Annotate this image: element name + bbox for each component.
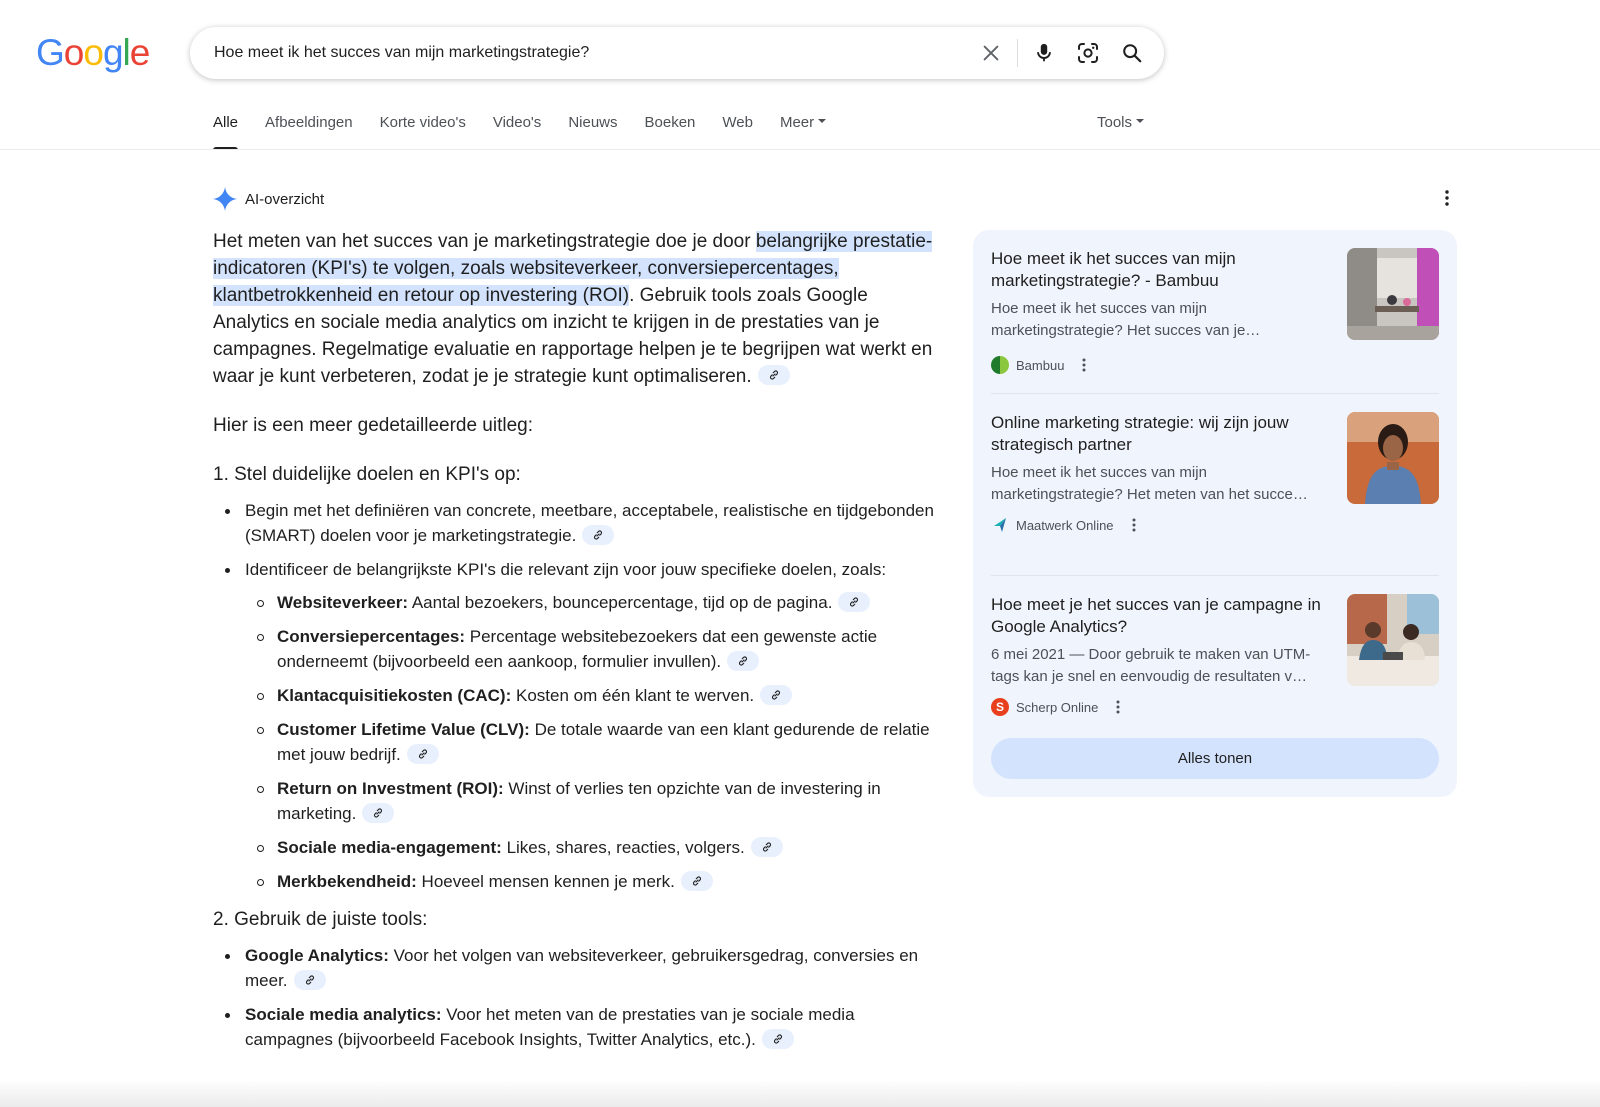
source-card[interactable] (991, 248, 1439, 394)
kpi-term: Merkbekendheid: (277, 872, 417, 891)
link-icon (761, 841, 773, 853)
kpi-term: Conversiepercentages: (277, 627, 466, 646)
bottom-shadow (0, 1080, 1600, 1107)
search-actions (969, 27, 1164, 79)
ai-detail-intro: Hier is een meer gedetailleerde uitleg: (213, 415, 534, 436)
source-more-button[interactable] (1076, 355, 1092, 375)
link-icon (417, 748, 429, 760)
kpi-desc: Percentage websitebezoekers dat een gewenste actie onderneemt (bijvoorbeeld een aankoop, formulier invullen). (277, 627, 878, 671)
search-icon (1121, 42, 1143, 64)
tool-desc: Voor het meten van de prestaties van je sociale media campagnes (bijvoorbeeld Facebook Insights, Twitter Analytics, etc.). (245, 1005, 855, 1049)
ai-overview-body (213, 228, 935, 1061)
kpi-item (245, 717, 935, 767)
tool-term: Google Analytics: (245, 946, 389, 965)
source-title[interactable]: Online marketing strategie: wij zijn jouw strategisch partner (991, 413, 1289, 454)
kpi-desc: Aantal bezoekers, bouncepercentage, tijd op de pagina. (411, 593, 833, 612)
source-more-button[interactable] (1110, 697, 1126, 717)
source-meta (991, 355, 1092, 375)
kpi-desc: Winst of verlies ten opzichte van de investering in marketing. (277, 779, 881, 823)
camera-lens-icon (1076, 41, 1100, 65)
tab-videos[interactable]: Video's (492, 114, 542, 131)
header-divider (0, 149, 1600, 150)
link-icon (592, 529, 604, 541)
more-vert-icon (1082, 358, 1086, 372)
source-thumbnail[interactable] (1347, 594, 1439, 686)
source-link-button[interactable] (758, 365, 790, 385)
source-thumbnail[interactable] (1347, 412, 1439, 504)
kpi-item (245, 590, 935, 615)
source-link-button[interactable] (294, 970, 326, 990)
kpi-item (245, 869, 935, 894)
link-icon (770, 689, 782, 701)
google-logo[interactable] (36, 34, 149, 72)
source-snippet: Hoe meet ik het succes van mijn marketingstrategie? Het meten van het succe… (991, 464, 1308, 503)
search-divider (1017, 39, 1018, 67)
tab-alle[interactable]: Alle (213, 110, 238, 150)
source-thumbnail[interactable] (1347, 248, 1439, 340)
tab-meer[interactable] (780, 110, 826, 150)
logo-letter-o2: o (83, 32, 103, 73)
bullet-text: Identificeer de belangrijkste KPI's die relevant zijn voor jouw specifieke doelen, zoals: (245, 560, 887, 579)
link-icon (691, 875, 703, 887)
source-snippet: Hoe meet ik het succes van mijn marketingstrategie? Het succes van je… (991, 300, 1261, 339)
caret-down-icon (1136, 119, 1144, 123)
source-more-button[interactable] (1126, 515, 1142, 535)
kpi-term: Websiteverkeer: (277, 593, 409, 612)
tools-label: Tools (1097, 114, 1133, 131)
tools-list (213, 943, 935, 1052)
tool-desc: Voor het volgen van websiteverkeer, gebruikersgedrag, conversies en meer. (245, 946, 919, 990)
bullet-text: Begin met het definiëren van concrete, meetbare, acceptabele, realistische en tijdgebonden (SMART) doelen voor je marketingstrategie. (245, 501, 934, 545)
source-meta (991, 515, 1142, 535)
list-item (213, 1002, 935, 1052)
ai-intro-highlight[interactable]: belangrijke prestatie-indicatoren (KPI's) te volgen, zoals websiteverkeer, conversiepercentages, klantbetrokkenheid en retour op investering (ROI) (213, 231, 933, 306)
logo-letter-l: l (122, 32, 130, 73)
list-item (213, 498, 935, 548)
voice-search-button[interactable] (1022, 31, 1066, 75)
source-link-button[interactable] (838, 592, 870, 612)
kpi-list (245, 590, 935, 894)
source-link-button[interactable] (582, 525, 614, 545)
link-icon (768, 369, 780, 381)
source-snippet: 6 mei 2021 — Door gebruik te maken van UTM-tags kan je snel en eenvoudig de resultaten v… (991, 646, 1311, 685)
kpi-desc: Likes, shares, reacties, volgers. (506, 838, 745, 857)
search-tabs (213, 110, 853, 150)
source-link-button[interactable] (760, 685, 792, 705)
source-site: Maatwerk Online (1016, 517, 1114, 533)
kpi-item (245, 624, 935, 674)
tab-meer-label: Meer (779, 114, 815, 131)
search-submit-button[interactable] (1110, 31, 1154, 75)
caret-down-icon (818, 119, 826, 123)
source-link-button[interactable] (407, 744, 439, 764)
show-all-sources-button[interactable]: Alles tonen (991, 738, 1439, 779)
source-link-button[interactable] (762, 1029, 794, 1049)
office-photo-thumbnail (1347, 248, 1439, 340)
kpi-item (245, 776, 935, 826)
source-link-button[interactable] (751, 837, 783, 857)
source-meta (991, 697, 1126, 717)
kpi-item (245, 835, 935, 860)
more-vert-icon (1132, 518, 1136, 532)
kpi-term: Klantacquisitiekosten (CAC): (277, 686, 512, 705)
source-link-button[interactable] (681, 871, 713, 891)
tab-boeken[interactable]: Boeken (644, 114, 696, 131)
scherp-online-favicon-icon: S (991, 698, 1009, 716)
link-icon (772, 1033, 784, 1045)
sources-panel (973, 230, 1457, 797)
search-input[interactable]: Hoe meet ik het succes van mijn marketingstrategie? (214, 44, 590, 61)
more-vert-icon (1445, 190, 1449, 206)
source-link-button[interactable] (362, 803, 394, 823)
more-vert-icon (1116, 700, 1120, 714)
microphone-icon (1033, 41, 1055, 65)
source-link-button[interactable] (727, 651, 759, 671)
kpi-desc: Kosten om één klant te werven. (515, 686, 755, 705)
ai-overview-header (213, 185, 324, 213)
clear-search-button[interactable] (969, 31, 1013, 75)
link-icon (848, 596, 860, 608)
logo-letter-o1: o (63, 32, 84, 73)
ai-intro-pre: Het meten van het succes van je marketingstrategie doe je door (213, 231, 756, 252)
logo-letter-g: G (36, 32, 64, 73)
kpi-desc: De totale waarde van een klant gedurende de relatie met jouw bedrijf. (277, 720, 930, 764)
source-title[interactable]: Hoe meet ik het succes van mijn marketingstrategie? - Bambuu (991, 249, 1236, 290)
link-icon (372, 807, 384, 819)
source-title[interactable]: Hoe meet je het succes van je campagne in Google Analytics? (991, 595, 1321, 636)
logo-letter-e: e (129, 32, 150, 73)
lens-search-button[interactable] (1066, 31, 1110, 75)
kpi-desc: Hoeveel mensen kennen je merk. (421, 872, 675, 891)
ai-overview-more-button[interactable] (1435, 186, 1459, 210)
bambuu-favicon-icon (991, 356, 1009, 374)
list-item (213, 557, 935, 894)
kpi-term: Return on Investment (ROI): (277, 779, 504, 798)
search-box[interactable] (190, 27, 1164, 79)
kpi-term: Sociale media-engagement: (277, 838, 502, 857)
list-item (213, 943, 935, 993)
section-heading-goals: 1. Stel duidelijke doelen en KPI's op: (213, 464, 521, 485)
ai-overview-title: AI-overzicht (245, 190, 325, 208)
tab-afbeeldingen[interactable]: Afbeeldingen (265, 114, 353, 131)
meeting-photo-thumbnail (1347, 594, 1439, 686)
close-icon (980, 42, 1002, 64)
link-icon (737, 655, 749, 667)
ai-intro-paragraph (213, 228, 935, 390)
section-heading-tools: 2. Gebruik de juiste tools: (213, 909, 428, 930)
tab-korte-videos[interactable]: Korte video's (379, 114, 466, 131)
source-card[interactable] (991, 594, 1439, 758)
tools-button[interactable] (1097, 110, 1144, 150)
link-icon (304, 974, 316, 986)
source-card[interactable] (991, 412, 1439, 576)
goals-list (213, 498, 935, 894)
logo-letter-g2: g (102, 32, 123, 73)
tab-web[interactable]: Web (722, 114, 753, 131)
source-site: Bambuu (1016, 357, 1065, 373)
maatwerk-favicon-icon (991, 516, 1009, 534)
tool-term: Sociale media analytics: (245, 1005, 442, 1024)
kpi-term: Customer Lifetime Value (CLV): (277, 720, 530, 739)
source-site: Scherp Online (1016, 699, 1099, 715)
tab-nieuws[interactable]: Nieuws (568, 114, 618, 131)
kpi-item (245, 683, 935, 708)
person-photo-thumbnail (1347, 412, 1439, 504)
gemini-sparkle-icon (213, 187, 237, 211)
ai-intro-post: . Gebruik tools zoals Google Analytics en sociale media analytics om inzicht te krijgen in de prestaties van je campagnes. Regelmatige evaluatie en rapportage helpen je te begrijpen wat werkt en waar je kunt verbeteren, zodat je je strategie kunt optimaliseren. (213, 285, 933, 387)
